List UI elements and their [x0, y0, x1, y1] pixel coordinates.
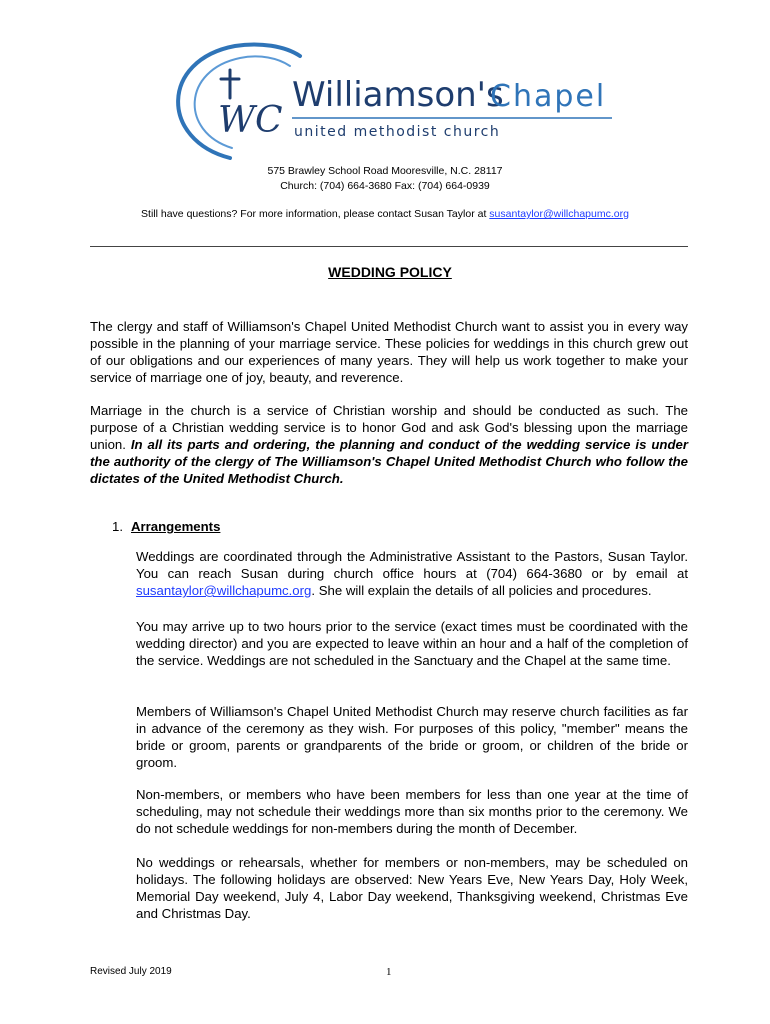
document-title: WEDDING POLICY [328, 264, 452, 280]
arrangements-paragraph-2: You may arrive up to two hours prior to the service (exact times must be coordinated with the wedding director) and you are expected to leave within an hour and a half of the completion of the service. Weddings are not scheduled in the Sanctuary and the Chapel at the same time. [136, 619, 688, 668]
section-heading [112, 519, 220, 534]
arrangements-p1-after: . She will explain the details of all policies and procedures. [311, 583, 652, 598]
logo-name-williamsons: Williamson's [292, 75, 504, 115]
section-number: 1. [112, 519, 123, 534]
arrangements-paragraph-3: Members of Williamson's Chapel United Methodist Church may reserve church facilities as far in advance of the ceremony as they wish. For purposes of this policy, "member" means the bride or groom, parents or grandparents of the bride or groom, or children of the bride or groom. [136, 704, 688, 770]
marriage-paragraph-emphasis: In all its parts and ordering, the planning and conduct of the wedding service is under the authority of the clergy of The Williamson's Chapel United Methodist Church who follow the dictates of the United Methodist Church. [90, 437, 688, 486]
cross-icon [221, 70, 239, 98]
header-divider [90, 246, 688, 247]
contact-line [0, 208, 770, 220]
logo-subtitle: united methodist church [294, 124, 501, 140]
section-title: Arrangements [131, 519, 221, 534]
intro-paragraph: The clergy and staff of Williamson's Chapel United Methodist Church want to assist you in every way possible in the planning of your marriage service. These policies for weddings in this church grew out of our obligations and our experiences of many years. They will help us work together to make your service of marriage one of joy, beauty, and reverence. [90, 319, 688, 385]
logo-monogram: WC [218, 100, 283, 141]
address-line: 575 Brawley School Road Mooresville, N.C. 28117 [267, 165, 503, 177]
church-logo [160, 40, 630, 170]
arrangements-paragraph-4: Non-members, or members who have been members for less than one year at the time of scheduling, may not schedule their weddings more than six months prior to the ceremony. We do not schedule weddings for non-members during the month of December. [136, 787, 688, 836]
logo-name-chapel: Chapel [490, 79, 607, 114]
page-number: 1 [386, 966, 392, 978]
phone-fax-line: Church: (704) 664-3680 Fax: (704) 664-0939 [280, 180, 490, 192]
contact-email-link[interactable]: susantaylor@willchapumc.org [489, 208, 629, 220]
arrangements-email-link[interactable]: susantaylor@willchapumc.org [136, 583, 312, 598]
marriage-paragraph [90, 402, 688, 487]
arrangements-p1-text: Weddings are coordinated through the Administrative Assistant to the Pastors, Susan Taylor. You can reach Susan during church office hours at (704) 664-3680 or by email at [136, 549, 688, 581]
arrangements-paragraph-5: No weddings or rehearsals, whether for members or non-members, may be scheduled on holidays. The following holidays are observed: New Years Eve, New Years Day, Holy Week, Memorial Day weekend, July 4, Labor Day weekend, Thanksgiving weekend, Christmas Eve and Christmas Day. [136, 855, 688, 921]
arrangements-paragraph-1 [136, 548, 688, 599]
marriage-paragraph-text: Marriage in the church is a service of Christian worship and should be conducted as such. The purpose of a Christian wedding service is to honor God and ask God's blessing upon the marriage union. [90, 403, 688, 452]
contact-text: Still have questions? For more information, please contact Susan Taylor at [141, 208, 490, 220]
revision-date: Revised July 2019 [90, 966, 172, 977]
